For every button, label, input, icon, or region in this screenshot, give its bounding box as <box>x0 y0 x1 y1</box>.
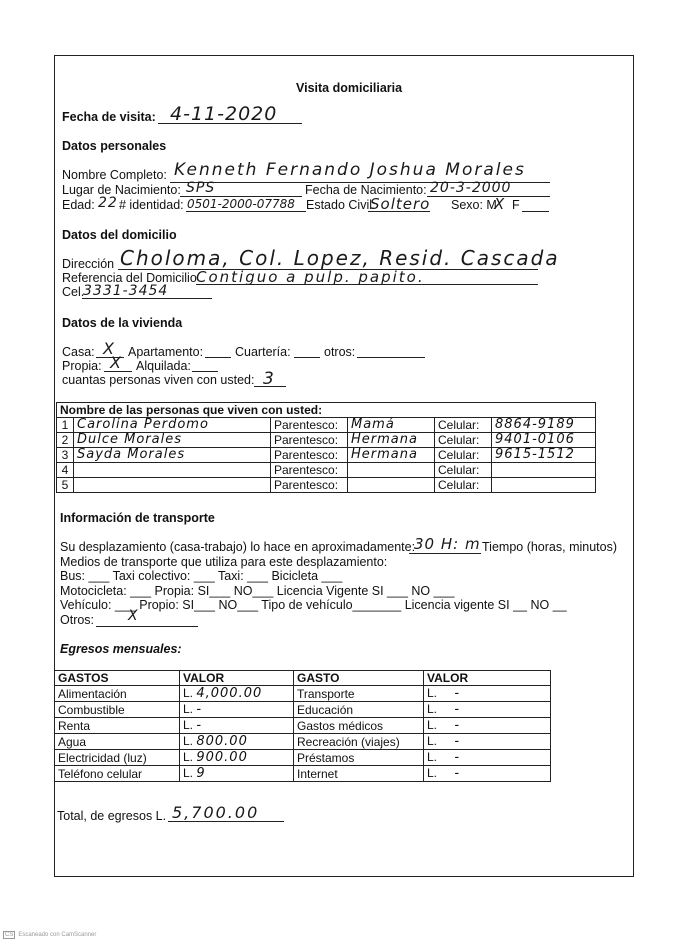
currency-label: L. <box>427 750 438 764</box>
resident-cell: 9401-0106 <box>492 433 596 448</box>
resident-number: 2 <box>57 433 74 448</box>
commute-suffix: Tiempo (horas, minutos) <box>482 540 617 554</box>
apartamento-line <box>205 357 231 358</box>
expense-value-cell <box>180 750 294 766</box>
expense-value: 800.00 <box>196 734 248 749</box>
expenses-col-valor-2: VALOR <box>424 671 551 686</box>
expenses-col-gastos: GASTOS <box>55 671 180 686</box>
alquilada-label: Alquilada: <box>136 359 191 373</box>
transport-otros-mark: X <box>128 608 139 624</box>
resident-cell <box>492 463 596 478</box>
expense-value: - <box>454 718 461 733</box>
total-expenses-value: 5,700.00 <box>172 803 260 822</box>
expense-item: Alimentación <box>55 686 180 702</box>
resident-cell: 8864-9189 <box>492 418 596 433</box>
expense-value-cell <box>180 718 294 734</box>
expense-item: Agua <box>55 734 180 750</box>
resident-number: 4 <box>57 463 74 478</box>
resident-number: 5 <box>57 478 74 493</box>
id-line <box>186 211 306 212</box>
propia-mark: X <box>110 353 122 372</box>
transport-line-3: Vehículo: ___ Propio: SI___ NO___ Tipo de vehículo_______ Licencia vigente SI __ NO __ <box>60 598 567 612</box>
camscanner-logo-icon: CS <box>5 932 14 938</box>
currency-label: L. <box>427 734 438 748</box>
expenses-col-valor-1: VALOR <box>180 671 294 686</box>
domicile-heading: Datos del domicilio <box>62 228 177 242</box>
currency-label: L. <box>427 702 438 716</box>
name-label: Nombre Completo: <box>62 168 167 182</box>
form-title: Visita domiciliaria <box>296 81 403 95</box>
expense-row <box>55 686 551 702</box>
resident-name: Carolina Perdomo <box>74 418 271 433</box>
expense-item: Préstamos <box>294 750 424 766</box>
visit-date-label: Fecha de visita: <box>62 110 156 124</box>
personal-heading: Datos personales <box>62 139 167 153</box>
resident-celular-label: Celular: <box>435 418 492 433</box>
transport-otros-label: Otros: <box>60 613 95 627</box>
expense-item: Gastos médicos <box>294 718 424 734</box>
residents-heading: Nombre de las personas que viven con usted: <box>57 403 596 418</box>
expense-value: - <box>454 702 461 717</box>
alquilada-line <box>192 371 218 372</box>
expense-value: 4,000.00 <box>196 686 263 701</box>
visit-date-value: 4-11-2020 <box>170 103 278 125</box>
expense-value: 9 <box>196 766 206 781</box>
resident-number: 1 <box>57 418 74 433</box>
expense-item: Transporte <box>294 686 424 702</box>
people-count-label: cuantas personas viven con usted: <box>62 373 255 387</box>
id-label: # identidad: <box>119 198 184 212</box>
expense-value-cell <box>180 766 294 782</box>
resident-relation: Mamá <box>348 418 435 433</box>
resident-celular-label: Celular: <box>435 448 492 463</box>
currency-label: L. <box>183 734 194 748</box>
expense-value-cell <box>180 686 294 702</box>
resident-number: 3 <box>57 448 74 463</box>
transport-line-2: Motocicleta: ___ Propia: SI___ NO___ Licencia Vigente SI ___ NO ___ <box>60 584 455 598</box>
commute-label: Su desplazamiento (casa-trabajo) lo hace en aproximadamente: <box>60 540 416 554</box>
expense-item: Electricidad (luz) <box>55 750 180 766</box>
resident-relation <box>348 478 435 493</box>
expense-value-cell <box>180 734 294 750</box>
currency-label: L. <box>183 750 194 764</box>
age-label: Edad: <box>62 198 95 212</box>
resident-parentesco-label: Parentesco: <box>271 433 348 448</box>
cel-label: Cel. <box>62 285 85 299</box>
resident-relation: Hermana <box>348 433 435 448</box>
transport-otros-line <box>96 626 198 627</box>
resident-name: Sayda Morales <box>74 448 271 463</box>
currency-label: L. <box>183 686 194 700</box>
expense-value: - <box>454 750 461 765</box>
expense-value-cell <box>424 686 551 702</box>
expense-item: Renta <box>55 718 180 734</box>
expense-value-cell <box>424 734 551 750</box>
expense-value-cell <box>424 718 551 734</box>
expense-item: Recreación (viajes) <box>294 734 424 750</box>
birthplace-value: SPS <box>186 180 216 196</box>
sex-m-mark: X <box>494 195 506 213</box>
expense-item: Teléfono celular <box>55 766 180 782</box>
resident-name: Dulce Morales <box>74 433 271 448</box>
birthdate-line <box>427 196 550 197</box>
civil-status-value: Soltero <box>370 195 431 213</box>
resident-parentesco-label: Parentesco: <box>271 448 348 463</box>
expense-item: Combustible <box>55 702 180 718</box>
expense-item: Educación <box>294 702 424 718</box>
otros-housing-line <box>357 357 425 358</box>
housing-heading: Datos de la vivienda <box>62 316 183 330</box>
birthdate-value: 20-3-2000 <box>430 180 512 196</box>
scanner-watermark <box>3 931 96 939</box>
resident-row <box>57 448 596 463</box>
currency-label: L. <box>183 766 194 780</box>
expense-value-cell <box>180 702 294 718</box>
cuarteria-line <box>294 357 320 358</box>
casa-label: Casa: <box>62 345 95 359</box>
commute-value: 30 H: m <box>414 535 481 553</box>
resident-relation <box>348 463 435 478</box>
address-value: Choloma, Col. Lopez, Resid. Cascada <box>120 246 560 270</box>
name-value: Kenneth Fernando Joshua Morales <box>174 160 526 180</box>
id-value: 0501-2000-07788 <box>187 197 295 211</box>
resident-parentesco-label: Parentesco: <box>271 418 348 433</box>
expense-value: - <box>454 686 461 701</box>
residents-table <box>56 402 596 493</box>
expense-value: - <box>454 734 461 749</box>
expense-value: - <box>196 702 203 717</box>
resident-celular-label: Celular: <box>435 433 492 448</box>
expenses-col-gasto: GASTO <box>294 671 424 686</box>
commute-line <box>409 553 481 554</box>
age-value: 22 <box>98 195 118 211</box>
birthdate-label: Fecha de Nacimiento: <box>305 183 427 197</box>
total-expenses-label: Total, de egresos L. <box>57 809 167 823</box>
expense-row <box>55 750 551 766</box>
expense-value: - <box>196 718 203 733</box>
expense-row <box>55 702 551 718</box>
reference-label: Referencia del Domicilio <box>62 271 197 285</box>
sex-f-line <box>522 211 549 212</box>
resident-row <box>57 463 596 478</box>
civil-status-label: Estado Civil: <box>306 198 376 212</box>
sex-label: Sexo: M <box>451 198 497 212</box>
resident-celular-label: Celular: <box>435 463 492 478</box>
reference-value: Contiguo a pulp. papito. <box>196 268 425 286</box>
expense-value: 900.00 <box>196 750 248 765</box>
resident-parentesco-label: Parentesco: <box>271 478 348 493</box>
transport-means-label: Medios de transporte que utiliza para este desplazamiento: <box>60 555 388 569</box>
scanner-watermark-text: Escaneado con CamScanner <box>18 932 97 938</box>
resident-row <box>57 478 596 493</box>
resident-parentesco-label: Parentesco: <box>271 463 348 478</box>
expense-row <box>55 718 551 734</box>
birthplace-label: Lugar de Nacimiento: <box>62 183 181 197</box>
propia-label: Propia: <box>62 359 102 373</box>
currency-label: L. <box>427 718 438 732</box>
resident-name <box>74 478 271 493</box>
expense-value-cell <box>424 750 551 766</box>
expense-row <box>55 766 551 782</box>
cel-value: 3331-3454 <box>83 283 169 299</box>
expenses-heading: Egresos mensuales: <box>60 642 182 656</box>
expense-value: - <box>454 766 461 781</box>
resident-celular-label: Celular: <box>435 478 492 493</box>
otros-housing-label: otros: <box>324 345 356 359</box>
resident-cell <box>492 478 596 493</box>
currency-label: L. <box>427 766 438 780</box>
people-count-value: 3 <box>263 369 275 389</box>
resident-cell: 9615-1512 <box>492 448 596 463</box>
currency-label: L. <box>183 718 194 732</box>
resident-relation: Hermana <box>348 448 435 463</box>
cuarteria-label: Cuartería: <box>235 345 291 359</box>
transport-line-1: Bus: ___ Taxi colectivo: ___ Taxi: ___ Bicicleta ___ <box>60 569 343 583</box>
currency-label: L. <box>183 702 194 716</box>
expense-value-cell <box>424 766 551 782</box>
expenses-table <box>54 670 551 782</box>
expense-value-cell <box>424 702 551 718</box>
apartamento-label: Apartamento: <box>128 345 204 359</box>
currency-label: L. <box>427 686 438 700</box>
transport-heading: Información de transporte <box>60 511 215 525</box>
expense-row <box>55 734 551 750</box>
sex-f-label: F <box>512 198 520 212</box>
casa-mark: X <box>103 339 115 358</box>
resident-row <box>57 433 596 448</box>
resident-row <box>57 418 596 433</box>
address-label: Dirección <box>62 257 115 271</box>
expense-item: Internet <box>294 766 424 782</box>
resident-name <box>74 463 271 478</box>
